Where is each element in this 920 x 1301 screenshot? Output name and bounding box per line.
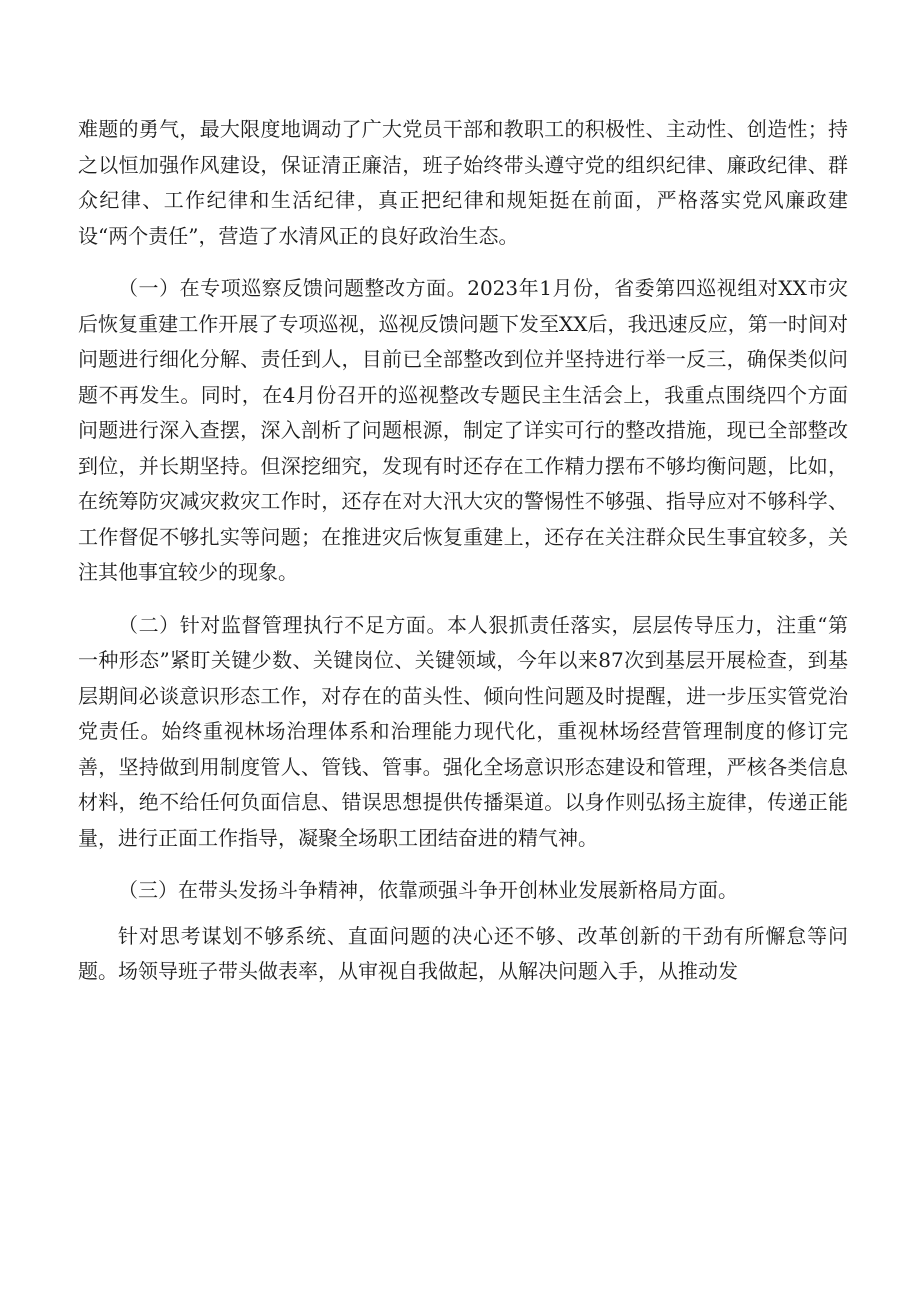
document-page <box>78 112 848 990</box>
paragraph-section-three-heading: （三）在带头发扬斗争精神，依靠顽强斗争开创林业发展新格局方面。 <box>118 878 738 902</box>
paragraph-section-two: （二）针对监督管理执行不足方面。本人狠抓责任落实，层层传导压力，注重“第一种形态”紧盯关键少数、关键岗位、关键领域，今年以来87次到基层开展检查，到基层期间必谈意识形态工作，对存在的苗头性、倾向性问题及时提醒，进一步压实管党治党责任。始终重视林场治理体系和治理能力现代化，重视林场经营管理制度的修订完善，坚持做到用制度管人、管钱、管事。强化全场意识形态建设和管理，严核各类信息材料，绝不给任何负面信息、错误思想提供传播渠道。以身作则弘扬主旋律，传递正能量，进行正面工作指导，凝聚全场职工团结奋进的精气神。 <box>78 612 848 850</box>
paragraph-section-one: （一）在专项巡察反馈问题整改方面。2023年1月份，省委第四巡视组对XX市灾后恢复重建工作开展了专项巡视，巡视反馈问题下发至XX后，我迅速反应，第一时间对问题进行细化分解、责任到人，目前已全部整改到位并坚持进行举一反三，确保类似问题不再发生。同时，在4月份召开的巡视整改专题民主生活会上，我重点围绕四个方面问题进行深入查摆，深入剖析了问题根源，制定了详实可行的整改措施，现已全部整改到位，并长期坚持。但深挖细究，发现有时还存在工作精力摆布不够均衡问题，比如，在统筹防灾减灾救灾工作时，还存在对大汛大灾的警惕性不够强、指导应对不够科学、工作督促不够扎实等问题；在推进灾后恢复重建上，还存在关注群众民生事宜较多，关注其他事宜较少的现象。 <box>78 276 848 584</box>
paragraph-continuation: 难题的勇气，最大限度地调动了广大党员干部和教职工的积极性、主动性、创造性；持之以恒加强作风建设，保证清正廉洁，班子始终带头遵守党的组织纪律、廉政纪律、群众纪律、工作纪律和生活纪律，真正把纪律和规矩挺在前面，严格落实党风廉政建设“两个责任”，营造了水清风正的良好政治生态。 <box>78 117 848 248</box>
paragraph-section-three-body: 针对思考谋划不够系统、直面问题的决心还不够、改革创新的干劲有所懈怠等问题。场领导班子带头做表率，从审视自我做起，从解决问题入手，从推动发 <box>78 923 848 983</box>
